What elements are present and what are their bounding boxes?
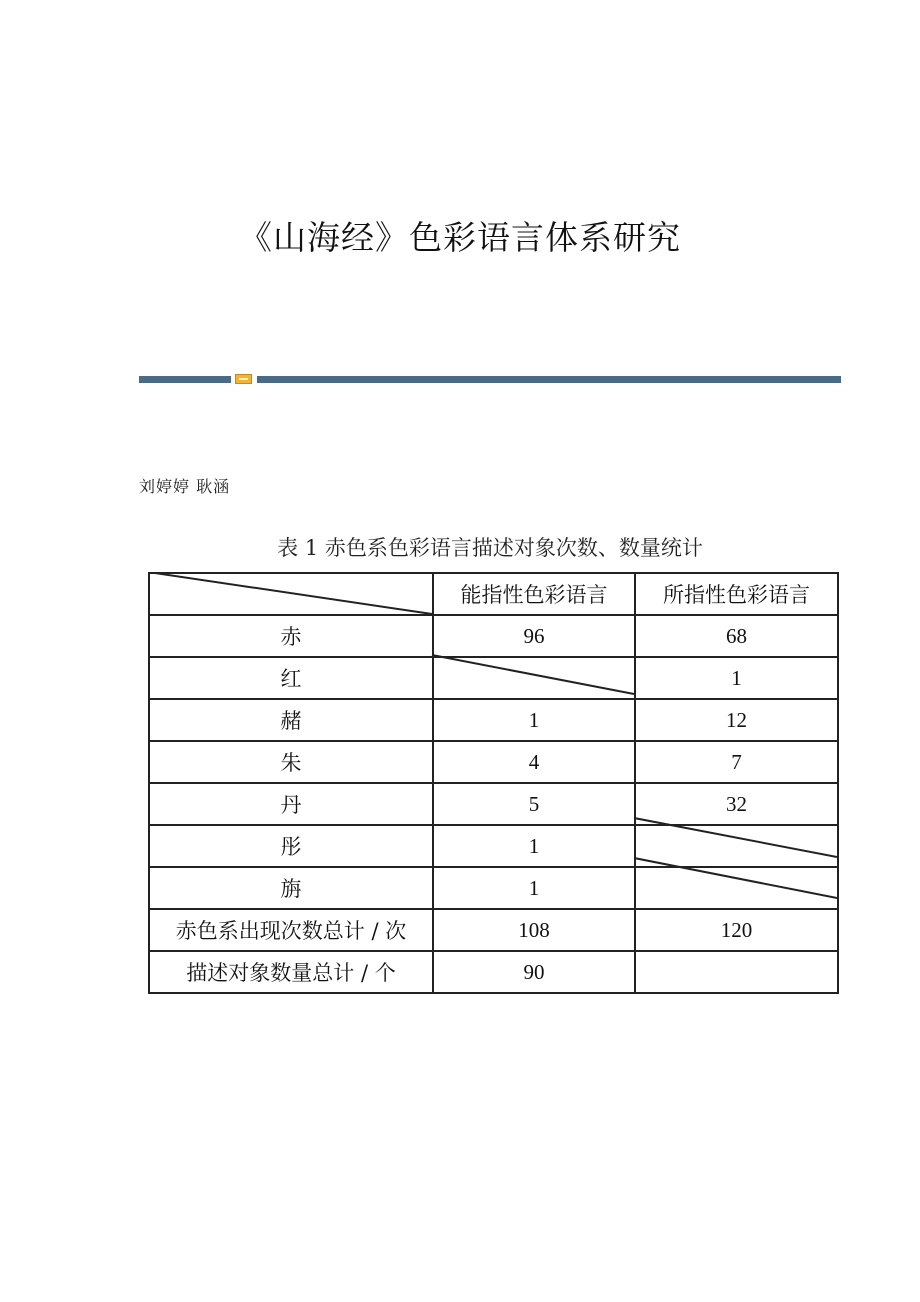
document-title: 《山海经》色彩语言体系研究 <box>239 218 681 257</box>
signifier-value: 108 <box>433 909 635 951</box>
signified-value: 120 <box>635 909 838 951</box>
row-label: 丹 <box>149 783 433 825</box>
header-signifier: 能指性色彩语言 <box>433 573 635 615</box>
signifier-value: 1 <box>433 867 635 909</box>
table-header-row <box>149 573 838 615</box>
row-label: 朱 <box>149 741 433 783</box>
author-names: 刘婷婷 耿涵 <box>139 477 231 496</box>
table-row <box>149 825 838 867</box>
signifier-value <box>433 657 635 699</box>
signified-value: 1 <box>635 657 838 699</box>
signifier-value: 4 <box>433 741 635 783</box>
row-label: 赤 <box>149 615 433 657</box>
table-row <box>149 909 838 951</box>
signified-value <box>635 825 838 867</box>
header-corner-cell <box>149 573 433 615</box>
table-row <box>149 867 838 909</box>
signifier-value: 1 <box>433 825 635 867</box>
title-divider <box>139 374 841 384</box>
row-label: 描述对象数量总计 / 个 <box>149 951 433 993</box>
row-label: 旃 <box>149 867 433 909</box>
color-stats-table <box>148 572 839 994</box>
table-row <box>149 783 838 825</box>
signifier-value: 5 <box>433 783 635 825</box>
table-row <box>149 951 838 993</box>
divider-bar-left <box>139 376 231 383</box>
signified-value <box>635 951 838 993</box>
table-row <box>149 615 838 657</box>
signified-value: 12 <box>635 699 838 741</box>
table-row <box>149 657 838 699</box>
divider-bar-right <box>257 376 841 383</box>
signified-value <box>635 867 838 909</box>
row-label: 红 <box>149 657 433 699</box>
signified-value: 68 <box>635 615 838 657</box>
table-caption: 表 1 赤色系色彩语言描述对象次数、数量统计 <box>277 536 703 560</box>
signifier-value: 90 <box>433 951 635 993</box>
table-row <box>149 741 838 783</box>
row-label: 彤 <box>149 825 433 867</box>
signifier-value: 1 <box>433 699 635 741</box>
signified-value: 7 <box>635 741 838 783</box>
divider-emblem-icon <box>235 374 252 384</box>
header-signified: 所指性色彩语言 <box>635 573 838 615</box>
row-label: 赤色系出现次数总计 / 次 <box>149 909 433 951</box>
stats-table-container <box>148 572 837 985</box>
signified-value: 32 <box>635 783 838 825</box>
row-label: 赭 <box>149 699 433 741</box>
signifier-value: 96 <box>433 615 635 657</box>
table-row <box>149 699 838 741</box>
